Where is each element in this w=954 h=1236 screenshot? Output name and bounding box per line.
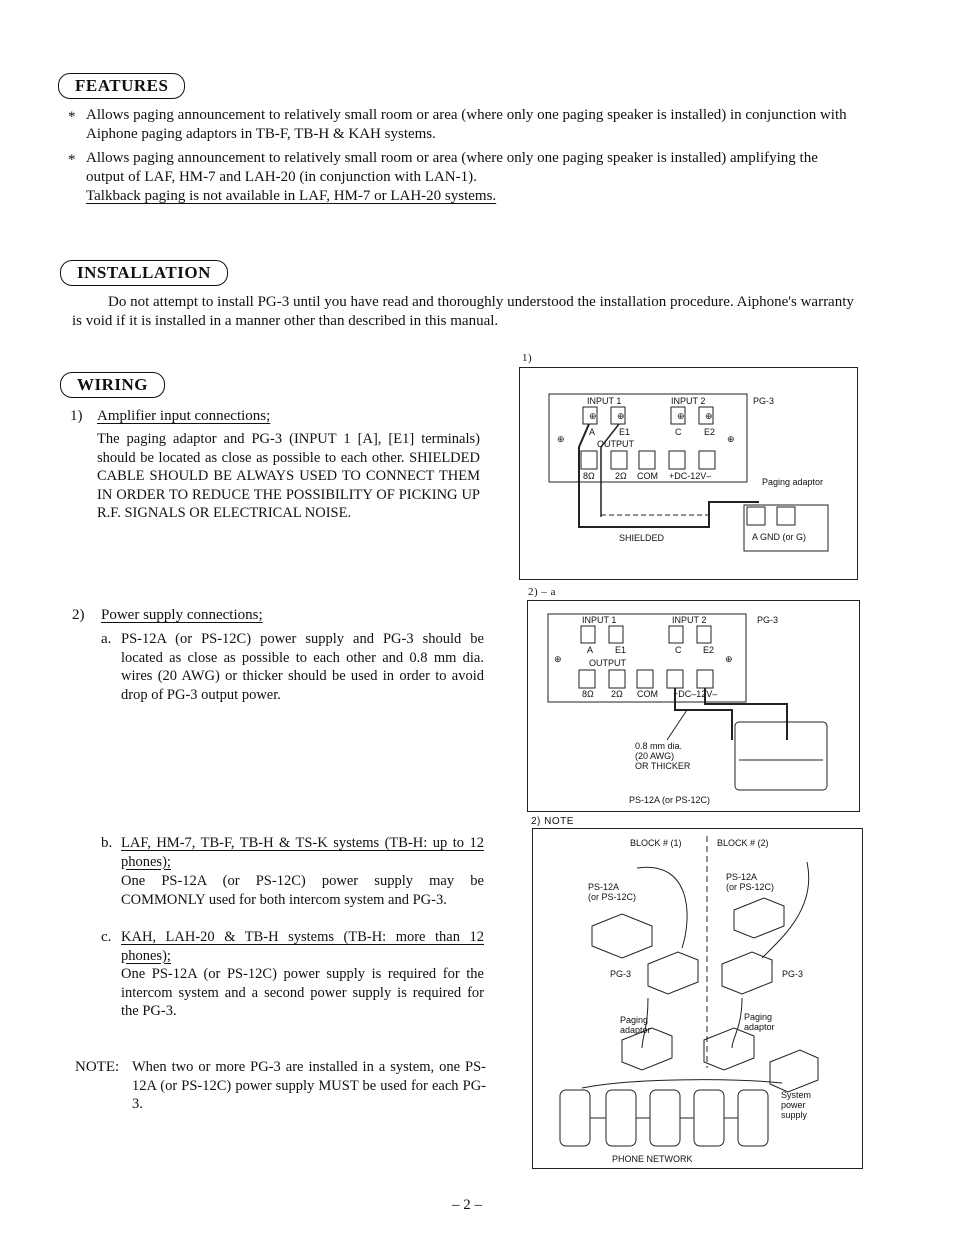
step1-title: Amplifier input connections; — [97, 408, 271, 424]
d2n-network: PHONE NETWORK — [612, 1154, 693, 1164]
d2a-psu: PS-12A (or PS-12C) — [629, 795, 711, 805]
d1-t-dc: +DC-12V– — [669, 471, 712, 481]
svg-text:⊕: ⊕ — [617, 411, 625, 421]
d2a-t-com: COM — [637, 689, 658, 699]
d2n-system-psu-2: power — [781, 1100, 806, 1110]
d2n-psu-left-2: (or PS-12C) — [588, 892, 637, 902]
bullet: * — [68, 152, 76, 168]
d2a-input1: INPUT 1 — [582, 615, 617, 625]
d2n-phones — [560, 1090, 768, 1146]
diagram1 — [519, 367, 859, 581]
d1-t-a: A — [589, 427, 596, 437]
d2n-adaptor-left-1: Paging — [620, 1015, 649, 1025]
step2b-title: LAF, HM-7, TB-F, TB-H & TS-K systems (TB-H: up to 12 phones); — [121, 835, 484, 870]
page-number: – 2 – — [452, 1197, 482, 1213]
step1-number: 1) — [70, 408, 83, 424]
d1-output: OUTPUT — [597, 439, 634, 449]
diagram2a-label: 2) – a — [528, 586, 557, 598]
d1-gnd: A GND (or G) — [752, 532, 807, 542]
d2a-t-e1: E1 — [615, 645, 627, 655]
note-text: When two or more PG-3 are installed in a system, one PS-12A (or PS-12C) power supply MUST be used for each PG-3. — [132, 1059, 486, 1112]
d2n-block2: BLOCK # (2) — [717, 838, 769, 848]
step2c-text: One PS-12A (or PS-12C) power supply is required for the intercom system and a second power supply is required for the PG-3. — [121, 966, 484, 1019]
d2a-wire-note-1: 0.8 mm dia. — [635, 741, 683, 751]
d2a-wire-note-2: (20 AWG) — [635, 751, 675, 761]
step2-title: Power supply connections; — [101, 607, 263, 623]
features-heading: FEATURES — [58, 73, 185, 99]
diagram2a — [527, 600, 861, 813]
step2b-text: One PS-12A (or PS-12C) power supply may be COMMONLY used for both intercom system and PG-3. — [121, 873, 484, 908]
diagram2note-label: 2) NOTE — [531, 816, 574, 827]
feature-item-1 — [68, 106, 858, 144]
d1-terminals-top — [583, 407, 713, 424]
step2-number: 2) — [72, 607, 85, 623]
d1-adaptor: Paging adaptor — [762, 477, 824, 487]
d2n-system-psu-3: supply — [781, 1110, 808, 1120]
svg-text:⊕: ⊕ — [677, 411, 685, 421]
d2a-input2: INPUT 2 — [672, 615, 707, 625]
d2n-pg3-right: PG-3 — [782, 969, 804, 979]
d1-shielded: SHIELDED — [619, 533, 665, 543]
d1-screw-right: ⊕ — [727, 434, 735, 444]
d1-t-e1: E1 — [619, 427, 631, 437]
d2a-model: PG-3 — [757, 615, 779, 625]
d2a-t-a: A — [587, 645, 594, 655]
d2n-adaptor-right-2: adaptor — [744, 1022, 775, 1032]
d2a-output: OUTPUT — [589, 658, 626, 668]
d1-t-c: C — [675, 427, 682, 437]
d1-terminal-labels — [589, 411, 713, 421]
d2a-t-2: 2Ω — [611, 689, 623, 699]
feature-item-2-text: Allows paging announcement to relatively small room or area (where only one paging speaker is installed) amplifying the output of LAF, HM-7 and LAH-20 (in conjunction with LAN-1). — [86, 150, 818, 185]
d2a-wire-note-3: OR THICKER — [635, 761, 691, 771]
step2b-label: b. — [101, 835, 113, 851]
diagram1-label: 1) — [522, 352, 533, 364]
d1-model: PG-3 — [753, 396, 775, 406]
step1-text: The paging adaptor and PG-3 (INPUT 1 [A], [E1] terminals) should be located as close as possible to each other. SHIELDED CABLE SHOULD BE ALWAYS USED TO CONNECT THEM IN ORDER TO REDUCE THE POSSIBILITY OF PICKING UP R.F. SIGNALS OR ELECTRICAL NOISE. — [97, 431, 480, 521]
feature-item-2 — [68, 149, 858, 206]
d2n-system-psu-1: System — [781, 1090, 812, 1100]
feature-item-2-note: Talkback paging is not available in LAF, HM-7 or LAH-20 systems. — [86, 188, 497, 204]
d2n-psu-left-1: PS-12A — [588, 882, 620, 892]
bullet: * — [68, 109, 76, 125]
d1-t-e2: E2 — [704, 427, 716, 437]
feature-item-1-text: Allows paging announcement to relatively small room or area (where only one paging speaker is installed) in conjunction with Aiphone paging adaptors in TB-F, TB-H & KAH systems. — [86, 107, 847, 142]
step2c-title: KAH, LAH-20 & TB-H systems (TB-H: more than 12 phones); — [121, 929, 484, 964]
diagram2note — [532, 828, 864, 1169]
d2n-adaptor-right-1: Paging — [744, 1012, 773, 1022]
d1-input2: INPUT 2 — [671, 396, 706, 406]
d2a-t-dc: +DC–12V– — [673, 689, 718, 699]
d2a-screw-left: ⊕ — [554, 654, 562, 664]
d2n-block1: BLOCK # (1) — [630, 838, 682, 848]
d2n-psu-right-2: (or PS-12C) — [726, 882, 775, 892]
step2c-label: c. — [101, 929, 112, 945]
d1-adaptor-terminals — [744, 505, 828, 551]
svg-text:⊕: ⊕ — [705, 411, 713, 421]
svg-text:⊕: ⊕ — [589, 411, 597, 421]
d2a-screw-right: ⊕ — [725, 654, 733, 664]
d2a-t-c: C — [675, 645, 682, 655]
d1-t-2: 2Ω — [615, 471, 627, 481]
installation-text: Do not attempt to install PG-3 until you have read and thoroughly understood the installation procedure. Aiphone's warranty is void if it is installed in a manner other than described in this manual. — [72, 294, 854, 329]
d2a-t-8: 8Ω — [582, 689, 594, 699]
step2a-label: a. — [101, 631, 112, 647]
d1-screw-left: ⊕ — [557, 434, 565, 444]
d1-input1: INPUT 1 — [587, 396, 622, 406]
d2n-adaptor-left-2: adaptor — [620, 1025, 651, 1035]
d2n-psu-right-1: PS-12A — [726, 872, 758, 882]
installation-heading: INSTALLATION — [60, 260, 228, 286]
step2a-text: PS-12A (or PS-12C) power supply and PG-3 should be located as close as possible to each other and 0.8 mm dia. wires (20 AWG) or thicker should be used in order to avoid drop of PG-3 output power. — [121, 631, 484, 703]
note-label: NOTE: — [75, 1059, 120, 1075]
wiring-heading: WIRING — [60, 372, 165, 398]
d2a-t-e2: E2 — [703, 645, 715, 655]
d1-t-8: 8Ω — [583, 471, 595, 481]
d2n-pg3-left: PG-3 — [610, 969, 632, 979]
d1-t-com: COM — [637, 471, 658, 481]
